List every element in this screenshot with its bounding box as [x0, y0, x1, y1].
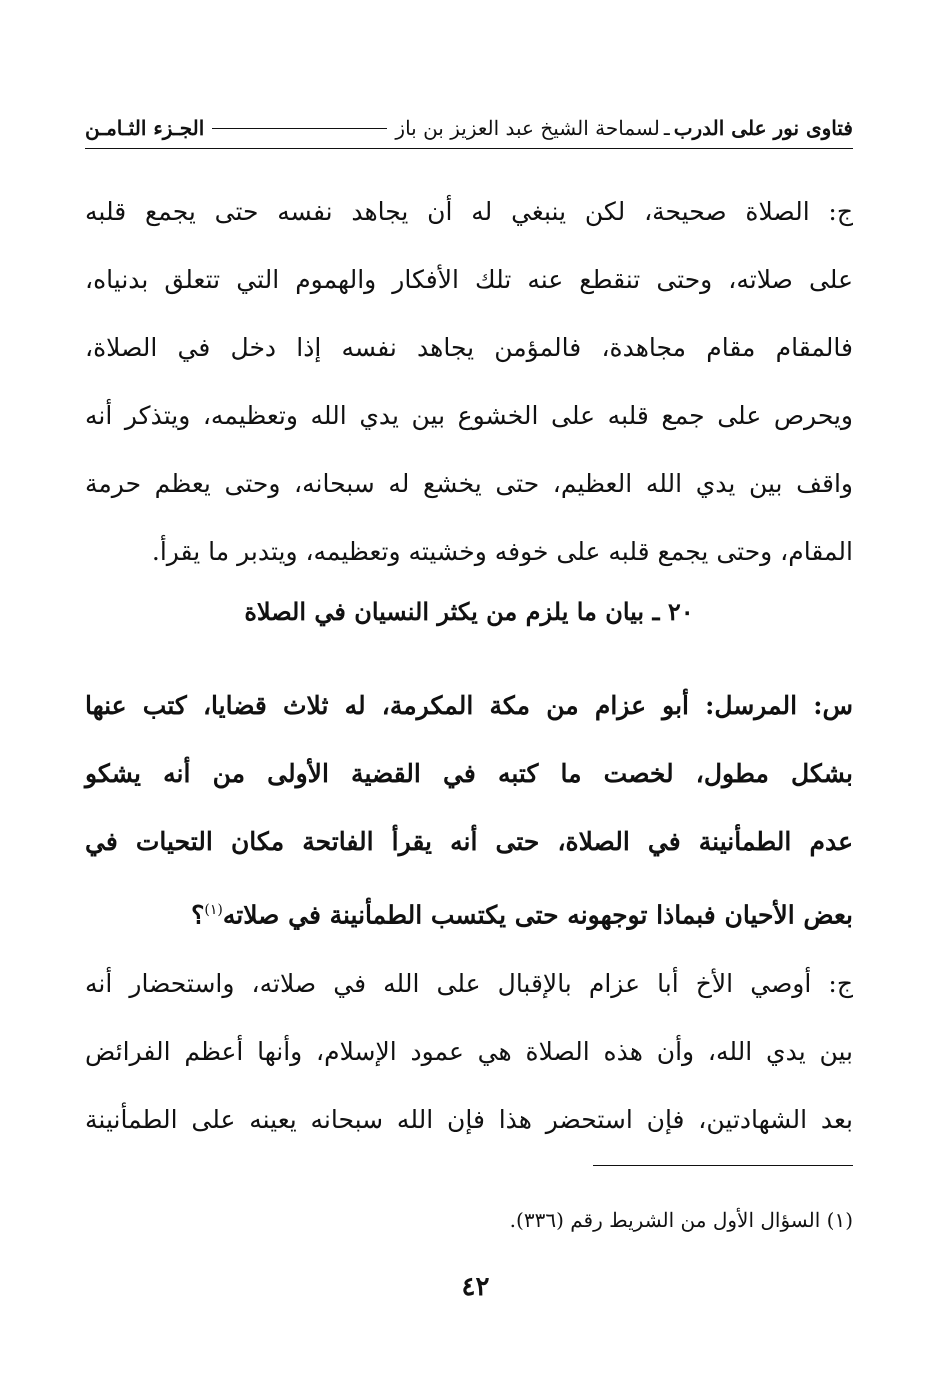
text-line: ويحرص على جمع قلبه على الخشوع بين يدي الله وتعظيمه، ويتذكر أنه — [85, 401, 853, 430]
running-header — [85, 108, 853, 149]
footnote: (١) السؤال الأول من الشريط رقم (٣٣٦). — [509, 1208, 853, 1232]
question-paragraph — [85, 672, 853, 949]
text-line: بعد الشهادتين، فإن استحضر هذا فإن الله سبحانه يعينه على الطمأنينة — [85, 1105, 853, 1134]
footnote-separator — [593, 1165, 853, 1166]
text-line: بين يدي الله، وأن هذه الصلاة هي عمود الإسلام، وأنها أعظم الفرائض — [85, 1037, 853, 1066]
question-mark: ؟ — [191, 900, 205, 930]
answer-paragraph-1 — [85, 178, 853, 586]
text-line: بعض الأحيان فبماذا توجهونه حتى يكتسب الطمأنينة في صلاته — [222, 900, 853, 930]
text-line: س: المرسل: أبو عزام من مكة المكرمة، له ثلاث قضايا، كتب عنها — [85, 691, 853, 720]
book-title: فتاوى نور على الدرب — [673, 116, 853, 140]
section-heading: ٢٠ ـ بيان ما يلزم من يكثر النسيان في الصلاة — [244, 597, 694, 626]
volume-label: الجـزء الثـامـن — [85, 116, 205, 140]
author-name: لسماحة الشيخ عبد العزيز بن باز — [395, 116, 660, 140]
text-line: ج: أوصي الأخ أبا عزام بالإقبال على الله في صلاته، واستحضار أنه — [85, 969, 853, 998]
footnote-reference[interactable]: (١) — [204, 902, 223, 918]
text-line-with-footnote — [85, 876, 853, 949]
page-number: ٤٢ — [461, 1272, 490, 1302]
text-line: المقام، وحتى يجمع قلبه على خوفه وخشيته وتعظيمه، ويتدبر ما يقرأ. — [151, 537, 853, 566]
header-separator: ـ — [663, 116, 670, 140]
text-line: عدم الطمأنينة في الصلاة، حتى أنه يقرأ الفاتحة مكان التحيات في — [85, 827, 853, 856]
text-line: على صلاته، وحتى تنقطع عنه تلك الأفكار والهموم التي تتعلق بدنياه، — [85, 265, 853, 294]
text-line: ج: الصلاة صحيحة، لكن ينبغي له أن يجاهد نفسه حتى يجمع قلبه — [85, 197, 853, 226]
text-line: واقف بين يدي الله العظيم، حتى يخشع له سبحانه، وحتى يعظم حرمة — [85, 469, 853, 498]
answer-paragraph-2 — [85, 950, 853, 1154]
header-dash-rule — [212, 128, 387, 129]
text-line: فالمقام مقام مجاهدة، فالمؤمن يجاهد نفسه إذا دخل في الصلاة، — [85, 333, 853, 362]
text-line: بشكل مطول، لخصت ما كتبه في القضية الأولى من أنه يشكو — [85, 759, 853, 788]
